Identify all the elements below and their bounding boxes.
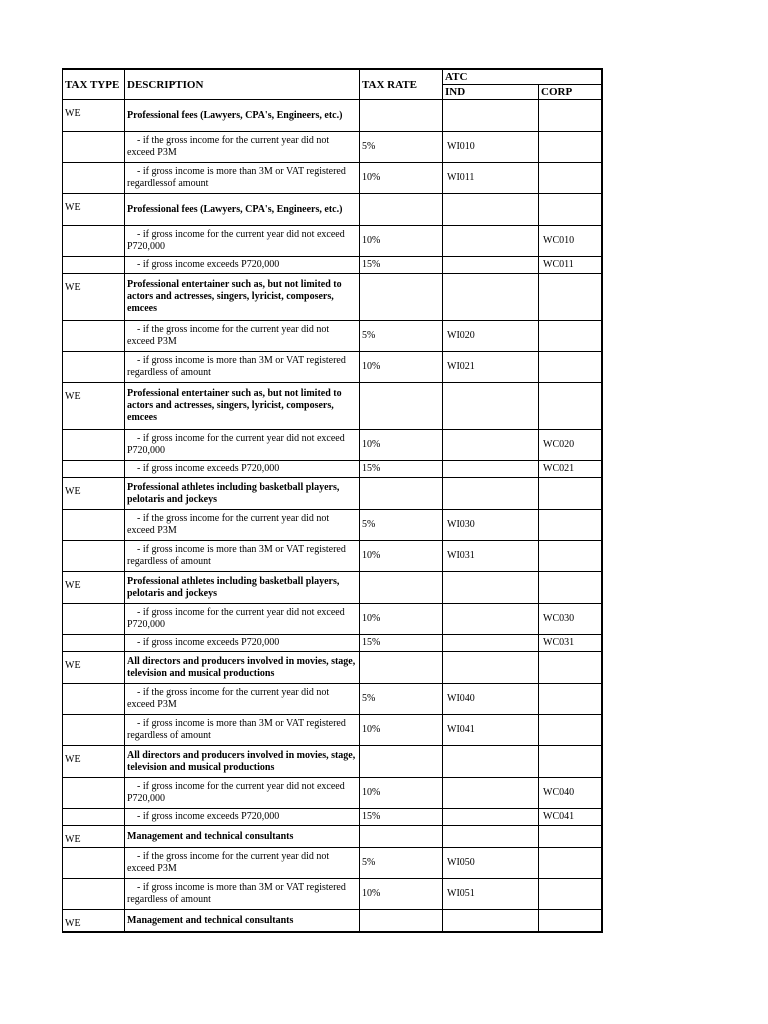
atc-ind-cell: WI010 [443, 132, 539, 163]
tax-type-cell: WE [63, 383, 125, 430]
tax-rate-cell: 10% [360, 352, 443, 383]
header-ind: IND [443, 85, 539, 100]
tax-type-cell: WE [63, 826, 125, 848]
atc-corp-cell: WC041 [539, 809, 602, 826]
tax-type-cell [63, 461, 125, 478]
atc-corp-cell [539, 510, 602, 541]
tax-type-cell: WE [63, 478, 125, 510]
withholding-tax-table [62, 68, 603, 933]
atc-corp-cell: WC020 [539, 430, 602, 461]
atc-corp-cell: WC021 [539, 461, 602, 478]
table-row [63, 352, 602, 383]
table-row [63, 461, 602, 478]
atc-corp-cell [539, 684, 602, 715]
atc-ind-cell: WI021 [443, 352, 539, 383]
atc-corp-cell [539, 321, 602, 352]
atc-ind-cell [443, 100, 539, 132]
atc-corp-cell [539, 715, 602, 746]
header-tax-type: TAX TYPE [63, 69, 125, 100]
tax-rate-cell [360, 910, 443, 933]
tax-type-cell [63, 848, 125, 879]
atc-corp-cell: WC031 [539, 635, 602, 652]
description-cell: - if the gross income for the current year did not exceed P3M [125, 848, 360, 879]
description-cell: Management and technical consultants [125, 826, 360, 848]
tax-type-cell [63, 715, 125, 746]
tax-rate-cell [360, 100, 443, 132]
tax-type-cell: WE [63, 910, 125, 933]
tax-rate-cell: 10% [360, 778, 443, 809]
section-row [63, 383, 602, 430]
description-cell: - if gross income exceeds P720,000 [125, 461, 360, 478]
table-row [63, 257, 602, 274]
tax-type-cell [63, 684, 125, 715]
description-cell: - if gross income exceeds P720,000 [125, 635, 360, 652]
tax-type-cell: WE [63, 746, 125, 778]
header-atc: ATC [443, 69, 602, 85]
table-row [63, 132, 602, 163]
table-row [63, 879, 602, 910]
tax-rate-cell: 10% [360, 226, 443, 257]
atc-ind-cell [443, 652, 539, 684]
atc-corp-cell [539, 652, 602, 684]
section-row [63, 100, 602, 132]
atc-corp-cell [539, 163, 602, 194]
section-row [63, 572, 602, 604]
header-tax-rate: TAX RATE [360, 69, 443, 100]
tax-rate-cell: 5% [360, 510, 443, 541]
tax-type-cell [63, 635, 125, 652]
description-cell: - if gross income for the current year did not exceed P720,000 [125, 778, 360, 809]
tax-rate-cell [360, 652, 443, 684]
atc-ind-cell [443, 461, 539, 478]
tax-type-cell [63, 163, 125, 194]
tax-rate-cell: 5% [360, 132, 443, 163]
atc-corp-cell [539, 478, 602, 510]
atc-corp-cell [539, 541, 602, 572]
description-cell: - if gross income is more than 3M or VAT registered regardless of amount [125, 541, 360, 572]
atc-ind-cell: WI031 [443, 541, 539, 572]
atc-corp-cell [539, 879, 602, 910]
tax-rate-cell: 10% [360, 430, 443, 461]
atc-ind-cell: WI040 [443, 684, 539, 715]
tax-type-cell [63, 226, 125, 257]
atc-ind-cell: WI011 [443, 163, 539, 194]
atc-corp-cell [539, 194, 602, 226]
tax-type-cell [63, 430, 125, 461]
description-cell: - if gross income is more than 3M or VAT registered regardless of amount [125, 352, 360, 383]
tax-type-cell: WE [63, 194, 125, 226]
tax-type-cell [63, 809, 125, 826]
table-row [63, 510, 602, 541]
description-cell: - if gross income for the current year did not exceed P720,000 [125, 430, 360, 461]
section-row [63, 652, 602, 684]
atc-ind-cell: WI050 [443, 848, 539, 879]
tax-rate-document [62, 68, 601, 933]
tax-type-cell [63, 541, 125, 572]
tax-rate-cell [360, 194, 443, 226]
atc-ind-cell [443, 226, 539, 257]
description-cell: - if the gross income for the current year did not exceed P3M [125, 684, 360, 715]
tax-type-cell: WE [63, 100, 125, 132]
atc-ind-cell [443, 604, 539, 635]
atc-corp-cell [539, 132, 602, 163]
tax-type-cell [63, 879, 125, 910]
atc-ind-cell: WI051 [443, 879, 539, 910]
atc-ind-cell [443, 635, 539, 652]
tax-rate-cell: 10% [360, 879, 443, 910]
atc-ind-cell [443, 274, 539, 321]
atc-corp-cell [539, 352, 602, 383]
atc-ind-cell [443, 194, 539, 226]
header-description: DESCRIPTION [125, 69, 360, 100]
tax-rate-cell: 5% [360, 848, 443, 879]
tax-type-cell [63, 132, 125, 163]
atc-ind-cell [443, 383, 539, 430]
atc-ind-cell [443, 478, 539, 510]
atc-ind-cell: WI030 [443, 510, 539, 541]
description-cell: - if gross income is more than 3M or VAT registered regardlessof amount [125, 163, 360, 194]
tax-rate-cell: 5% [360, 321, 443, 352]
tax-type-cell: WE [63, 274, 125, 321]
description-cell: All directors and producers involved in movies, stage, television and musical productions [125, 652, 360, 684]
table-row [63, 715, 602, 746]
tax-rate-cell: 15% [360, 257, 443, 274]
description-cell: Professional entertainer such as, but not limited to actors and actresses, singers, lyricist, composers, emcees [125, 383, 360, 430]
atc-corp-cell [539, 848, 602, 879]
tax-type-cell [63, 604, 125, 635]
table-row [63, 321, 602, 352]
table-row [63, 635, 602, 652]
tax-type-cell [63, 321, 125, 352]
description-cell: Professional entertainer such as, but not limited to actors and actresses, singers, lyricist, composers, emcees [125, 274, 360, 321]
atc-corp-cell [539, 100, 602, 132]
tax-rate-cell [360, 274, 443, 321]
table-row [63, 684, 602, 715]
description-cell: Professional fees (Lawyers, CPA's, Engineers, etc.) [125, 194, 360, 226]
tax-rate-cell: 10% [360, 715, 443, 746]
tax-rate-cell: 10% [360, 163, 443, 194]
table-row [63, 778, 602, 809]
tax-rate-cell [360, 826, 443, 848]
atc-ind-cell [443, 910, 539, 933]
table-header [63, 69, 602, 100]
tax-rate-cell [360, 478, 443, 510]
description-cell: - if gross income for the current year did not exceed P720,000 [125, 604, 360, 635]
tax-rate-cell [360, 572, 443, 604]
atc-corp-cell [539, 910, 602, 933]
atc-ind-cell [443, 746, 539, 778]
table-row [63, 809, 602, 826]
tax-type-cell [63, 510, 125, 541]
atc-corp-cell: WC040 [539, 778, 602, 809]
description-cell: - if gross income exceeds P720,000 [125, 257, 360, 274]
atc-ind-cell [443, 778, 539, 809]
atc-ind-cell [443, 809, 539, 826]
section-row [63, 274, 602, 321]
description-cell: - if the gross income for the current year did not exceed P3M [125, 132, 360, 163]
tax-type-cell [63, 778, 125, 809]
description-cell: Professional athletes including basketball players, pelotaris and jockeys [125, 478, 360, 510]
atc-ind-cell: WI041 [443, 715, 539, 746]
description-cell: - if gross income is more than 3M or VAT registered regardless of amount [125, 715, 360, 746]
atc-corp-cell [539, 746, 602, 778]
description-cell: Professional athletes including basketball players, pelotaris and jockeys [125, 572, 360, 604]
tax-rate-cell: 15% [360, 461, 443, 478]
atc-corp-cell: WC010 [539, 226, 602, 257]
tax-type-cell [63, 352, 125, 383]
atc-ind-cell: WI020 [443, 321, 539, 352]
description-cell: - if the gross income for the current year did not exceed P3M [125, 510, 360, 541]
description-cell: - if gross income for the current year did not exceed P720,000 [125, 226, 360, 257]
description-cell: - if gross income exceeds P720,000 [125, 809, 360, 826]
tax-type-cell [63, 257, 125, 274]
table-row [63, 604, 602, 635]
tax-rate-cell [360, 746, 443, 778]
atc-corp-cell [539, 274, 602, 321]
tax-rate-cell [360, 383, 443, 430]
tax-rate-cell: 15% [360, 635, 443, 652]
table-row [63, 226, 602, 257]
table-row [63, 848, 602, 879]
table-row [63, 430, 602, 461]
description-cell: Professional fees (Lawyers, CPA's, Engineers, etc.) [125, 100, 360, 132]
atc-ind-cell [443, 572, 539, 604]
tax-rate-cell: 15% [360, 809, 443, 826]
description-cell: - if gross income is more than 3M or VAT registered regardless of amount [125, 879, 360, 910]
tax-rate-cell: 10% [360, 541, 443, 572]
description-cell: - if the gross income for the current year did not exceed P3M [125, 321, 360, 352]
atc-ind-cell [443, 430, 539, 461]
table-row [63, 163, 602, 194]
atc-corp-cell: WC011 [539, 257, 602, 274]
atc-corp-cell [539, 572, 602, 604]
section-row [63, 478, 602, 510]
table-row [63, 541, 602, 572]
table-body [63, 100, 602, 933]
atc-ind-cell [443, 257, 539, 274]
tax-type-cell: WE [63, 652, 125, 684]
atc-corp-cell [539, 383, 602, 430]
description-cell: Management and technical consultants [125, 910, 360, 933]
tax-rate-cell: 10% [360, 604, 443, 635]
tax-rate-cell: 5% [360, 684, 443, 715]
atc-ind-cell [443, 826, 539, 848]
section-row [63, 826, 602, 848]
atc-corp-cell [539, 826, 602, 848]
atc-corp-cell: WC030 [539, 604, 602, 635]
section-row [63, 194, 602, 226]
tax-type-cell: WE [63, 572, 125, 604]
section-row [63, 910, 602, 933]
header-corp: CORP [539, 85, 602, 100]
description-cell: All directors and producers involved in movies, stage, television and musical productions [125, 746, 360, 778]
section-row [63, 746, 602, 778]
